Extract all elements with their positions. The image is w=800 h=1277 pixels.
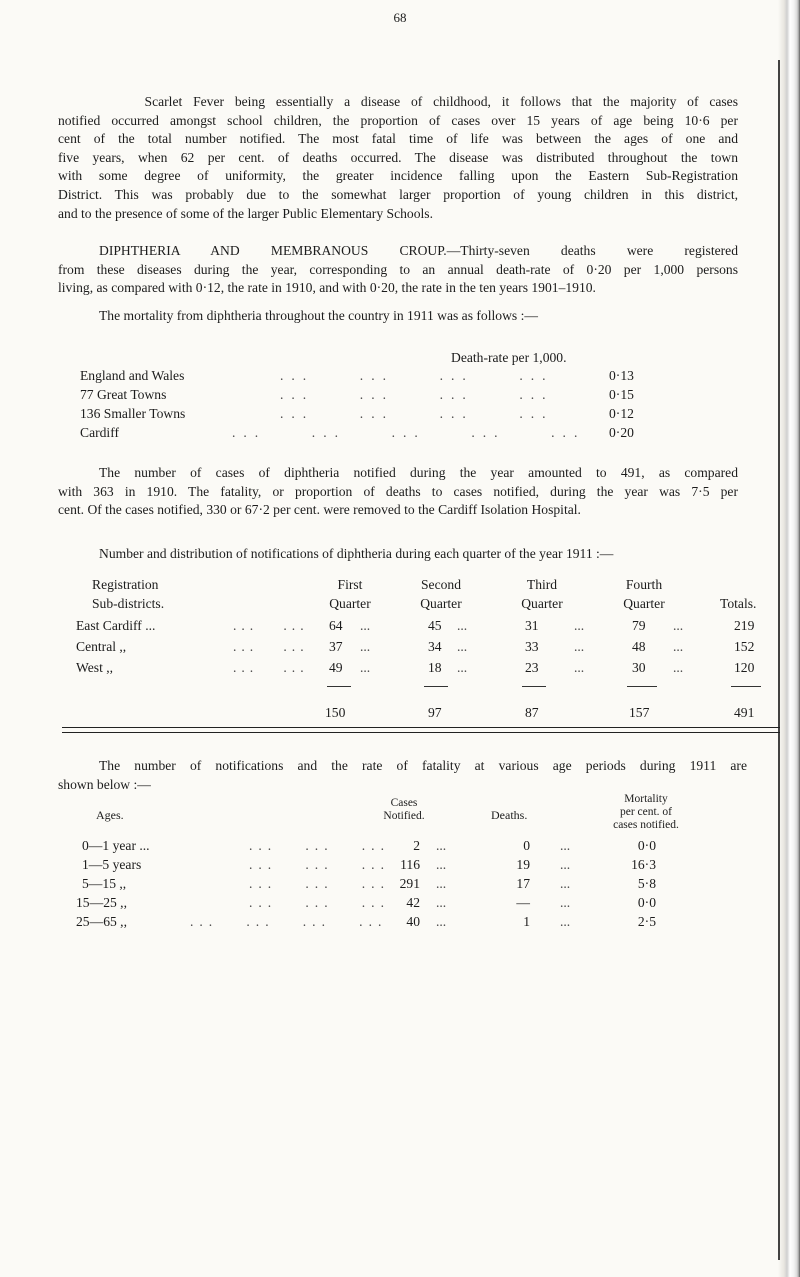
age-deaths: 1 — [523, 914, 530, 929]
quarter-totals-head: Totals. — [720, 596, 757, 611]
leader-dots: ... — [560, 914, 571, 929]
leader-dots: ... — [574, 660, 585, 675]
quarter-cell: 30 — [632, 660, 646, 675]
deathrate-label: 136 Smaller Towns — [80, 406, 186, 421]
leader-dots: ... ... — [233, 639, 309, 654]
quarter-col-head: Fourth — [625, 577, 663, 592]
age-deaths: 17 — [516, 876, 530, 891]
mortality-intro: The mortality from diphtheria throughout the country in 1911 was as follows :— — [99, 308, 538, 323]
age-label: 25—65 ,, — [76, 914, 127, 929]
age-head-cases-line: Notified. — [383, 810, 425, 822]
leader-dots: ... — [436, 914, 447, 929]
text-line: five years, when 62 per cent. of deaths occurred. The disease was distributed throughout the town — [58, 149, 738, 165]
quarter-col-head: Quarter — [623, 596, 665, 611]
age-label: 0—1 year ... — [82, 838, 150, 853]
leader-dots: ... — [560, 876, 571, 891]
age-head-mortality-line: Mortality — [624, 793, 668, 805]
leader-dots: ... — [436, 895, 447, 910]
deathrate-label: Cardiff — [80, 425, 120, 440]
leader-dots: ... ... ... ... ... — [232, 425, 586, 440]
quarter-cell-total: 219 — [734, 618, 755, 633]
quarter-total: 150 — [325, 705, 346, 720]
text-line: DIPHTHERIA AND MEMBRANOUS CROUP.—Thirty-seven deaths were registered — [99, 243, 738, 258]
age-head-cases — [364, 797, 444, 823]
leader-dots: ... ... ... — [249, 876, 390, 891]
quarter-col-head: First — [337, 577, 363, 592]
leader-dots: ... — [574, 618, 585, 633]
quarter-col-head: Quarter — [521, 596, 563, 611]
leader-dots: ... — [673, 618, 684, 633]
leader-dots: ... — [360, 660, 371, 675]
age-mortality: 0·0 — [637, 838, 656, 853]
leader-dots: ... ... ... ... — [280, 368, 554, 383]
leader-dots: ... — [360, 618, 371, 633]
age-cases: 42 — [406, 895, 420, 910]
quarter-cell: 33 — [525, 639, 539, 654]
leader-dots: ... ... ... — [249, 895, 390, 910]
age-head-mortality — [586, 793, 706, 832]
quarter-col-head: Third — [526, 577, 558, 592]
quarter-cell-total: 152 — [734, 639, 755, 654]
deathrate-value: 0·12 — [609, 406, 634, 421]
quarter-cell: 79 — [632, 618, 646, 633]
quarter-row-label: Central ,, — [76, 639, 127, 654]
leader-dots: ... ... ... ... — [280, 387, 554, 402]
quarter-cell: 18 — [428, 660, 442, 675]
page-scan-edge — [778, 0, 800, 1277]
deathrate-label: 77 Great Towns — [80, 387, 167, 402]
leader-dots: ... — [560, 857, 571, 872]
text-line: and to the presence of some of the larger Public Elementary Schools. — [58, 205, 433, 221]
age-head-mortality-line: cases notified. — [613, 819, 679, 831]
quarter-cell: 31 — [525, 618, 539, 633]
text-line: with 363 in 1910. The fatality, or proportion of deaths to cases notified, during the year was 7·5 per — [58, 483, 738, 499]
age-mortality: 0·0 — [637, 895, 656, 910]
text-line: shown below :— — [58, 777, 151, 792]
text-line-content: Scarlet Fever being essentially a disease of childhood, it follows that the majority of cases — [144, 94, 738, 109]
sum-rule — [522, 686, 546, 687]
quarter-row-label: East Cardiff ... — [76, 618, 156, 633]
deathrate-value: 0·13 — [609, 368, 634, 383]
text-line: with some degree of uniformity, the greater incidence falling upon the Eastern Sub-Registration — [58, 168, 738, 184]
sum-rule — [627, 686, 657, 687]
text-line: District. This was probably due to the somewhat larger proportion of young children in this district, — [58, 186, 738, 202]
leader-dots: ... — [436, 876, 447, 891]
leader-dots: ... — [673, 639, 684, 654]
leader-dots: ... ... ... ... — [190, 914, 388, 929]
quarter-cell-total: 120 — [734, 660, 755, 675]
leader-dots: ... — [457, 639, 468, 654]
leader-dots: ... ... ... — [249, 857, 390, 872]
age-head-mortality-line: per cent. of — [619, 806, 673, 818]
age-label: 15—25 ,, — [76, 895, 127, 910]
quarter-grand-total: 491 — [734, 705, 755, 720]
leader-dots: ... — [457, 618, 468, 633]
age-mortality: 2·5 — [637, 914, 656, 929]
quarter-total: 87 — [525, 705, 539, 720]
age-deaths: 19 — [516, 857, 530, 872]
page-scan-edge-line — [778, 60, 780, 1260]
age-label: 5—15 ,, — [82, 876, 127, 891]
leader-dots: ... ... — [233, 660, 309, 675]
leader-dots: ... — [436, 838, 447, 853]
leader-dots: ... ... — [233, 618, 309, 633]
leader-dots: ... — [574, 639, 585, 654]
notified-cases-paragraph — [58, 464, 738, 520]
sum-rule — [731, 686, 761, 687]
deathrate-value: 0·20 — [609, 425, 634, 440]
age-cases: 291 — [399, 876, 420, 891]
deathrate-label: England and Wales — [80, 368, 185, 383]
quarter-cell: 48 — [632, 639, 646, 654]
sum-rule — [327, 686, 351, 687]
age-mortality: 16·3 — [631, 857, 656, 872]
table-double-rule — [62, 727, 780, 733]
quarter-row-label: West ,, — [76, 660, 114, 675]
age-head-cases-line: Cases — [390, 797, 418, 809]
leader-dots: ... — [560, 838, 571, 853]
quarter-total: 97 — [428, 705, 442, 720]
distribution-intro: Number and distribution of notifications of diphtheria during each quarter of the year 1911 :— — [99, 546, 614, 561]
quarter-cell: 64 — [329, 618, 343, 633]
quarter-col-head: Quarter — [329, 596, 371, 611]
text-line: cent. Of the cases notified, 330 or 67·2 per cent. were removed to the Cardiff Isolation Hospital. — [58, 502, 581, 518]
leader-dots: ... ... ... — [249, 838, 390, 853]
text-line: notified occurred amongst school children, the proportion of cases over 15 years of age being 10·6 per — [58, 112, 738, 128]
text-line — [58, 93, 738, 112]
age-head-deaths: Deaths. — [491, 808, 528, 822]
age-cases: 40 — [406, 914, 420, 929]
diphtheria-paragraph — [58, 242, 738, 298]
text-line: cent of the total number notified. The most fatal time of life was between the ages of one and — [58, 131, 738, 147]
quarter-cell: 49 — [329, 660, 343, 675]
text-line: from these diseases during the year, corresponding to an annual death-rate of 0·20 per 1,000 persons — [58, 261, 738, 277]
age-deaths: — — [516, 895, 530, 910]
quarter-col-head: Second — [420, 577, 462, 592]
leader-dots: ... — [457, 660, 468, 675]
quarter-cell: 34 — [428, 639, 442, 654]
deathrate-value: 0·15 — [609, 387, 634, 402]
age-mortality: 5·8 — [637, 876, 656, 891]
page-number: 68 — [393, 10, 407, 25]
quarter-total: 157 — [629, 705, 650, 720]
age-head-ages: Ages. — [96, 808, 124, 822]
quarter-cell: 23 — [525, 660, 539, 675]
quarter-col-head: Quarter — [420, 596, 462, 611]
age-cases: 116 — [400, 857, 420, 872]
leader-dots: ... ... ... ... — [280, 406, 554, 421]
text-line: The number of notifications and the rate of fatality at various age periods during 1911 are — [99, 758, 747, 773]
sum-rule — [424, 686, 448, 687]
leader-dots: ... — [360, 639, 371, 654]
quarter-cell: 45 — [428, 618, 442, 633]
age-deaths: 0 — [523, 838, 530, 853]
leader-dots: ... — [436, 857, 447, 872]
deathrate-header: Death-rate per 1,000. — [451, 350, 567, 365]
quarter-head-left: Sub-districts. — [92, 596, 165, 611]
quarter-head-left: Registration — [92, 577, 159, 592]
text-line: living, as compared with 0·12, the rate in 1910, and with 0·20, the rate in the ten years 1901–1910. — [58, 280, 596, 296]
leader-dots: ... — [560, 895, 571, 910]
text-line: The number of cases of diphtheria notified during the year amounted to 491, as compared — [99, 465, 738, 480]
leader-dots: ... — [673, 660, 684, 675]
age-cases: 2 — [413, 838, 420, 853]
age-label: 1—5 years — [82, 857, 142, 872]
scarlet-fever-paragraph — [58, 93, 738, 223]
quarter-cell: 37 — [329, 639, 343, 654]
